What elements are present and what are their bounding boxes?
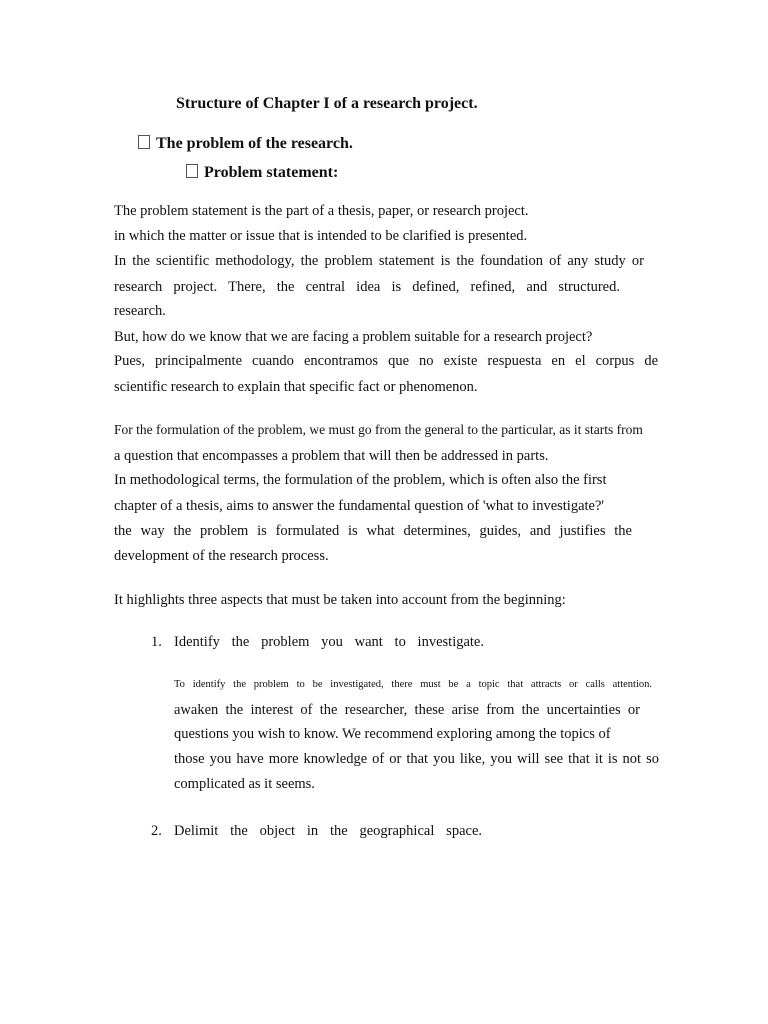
- paragraph-line: In the scientific methodology, the problem statement is the foundation of any study or: [114, 253, 644, 269]
- list-item-detail: those you have more knowledge of or that you like, you will see that it is not so: [174, 751, 659, 767]
- paragraph-line: chapter of a thesis, aims to answer the fundamental question of 'what to investigate?': [114, 498, 605, 514]
- document-title: Structure of Chapter I of a research project.: [176, 95, 478, 112]
- subsection-heading: [186, 163, 338, 183]
- paragraph-line: In methodological terms, the formulation of the problem, which is often also the first: [114, 472, 607, 488]
- list-item-text: Identify the problem you want to investigate.: [174, 634, 484, 650]
- paragraph-line: Pues, principalmente cuando encontramos que no existe respuesta en el corpus de: [114, 353, 658, 369]
- paragraph-line: a question that encompasses a problem that will then be addressed in parts.: [114, 448, 549, 464]
- paragraph-line: The problem statement is the part of a thesis, paper, or research project.: [114, 203, 529, 219]
- paragraph-line: research.: [114, 303, 166, 319]
- section-heading: [138, 134, 353, 154]
- checkbox-bullet-icon: [186, 164, 198, 178]
- list-item-detail: To identify the problem to be investigated, there must be a topic that attracts or calls attention.: [174, 679, 652, 690]
- paragraph-line: scientific research to explain that specific fact or phenomenon.: [114, 379, 478, 395]
- list-item-text: Delimit the object in the geographical space.: [174, 823, 482, 839]
- checkbox-bullet-icon: [138, 135, 150, 149]
- list-item-detail: complicated as it seems.: [174, 776, 315, 792]
- list-item-number: 2.: [151, 823, 162, 839]
- subsection-heading-text: Problem statement:: [204, 164, 339, 181]
- list-item-number: 1.: [151, 634, 162, 650]
- paragraph-line: development of the research process.: [114, 548, 329, 564]
- paragraph-line: in which the matter or issue that is intended to be clarified is presented.: [114, 228, 528, 244]
- paragraph-line: For the formulation of the problem, we must go from the general to the particular, as it starts from: [114, 422, 643, 437]
- paragraph-line: But, how do we know that we are facing a problem suitable for a research project?: [114, 329, 593, 345]
- list-item-detail: awaken the interest of the researcher, these arise from the uncertainties or: [174, 702, 640, 718]
- paragraph-line: the way the problem is formulated is what determines, guides, and justifies the: [114, 523, 632, 539]
- section-heading-text: The problem of the research.: [156, 135, 353, 152]
- paragraph-line: research project. There, the central idea is defined, refined, and structured.: [114, 279, 620, 295]
- list-item-detail: questions you wish to know. We recommend exploring among the topics of: [174, 726, 611, 742]
- paragraph-line: It highlights three aspects that must be taken into account from the beginning:: [114, 592, 566, 608]
